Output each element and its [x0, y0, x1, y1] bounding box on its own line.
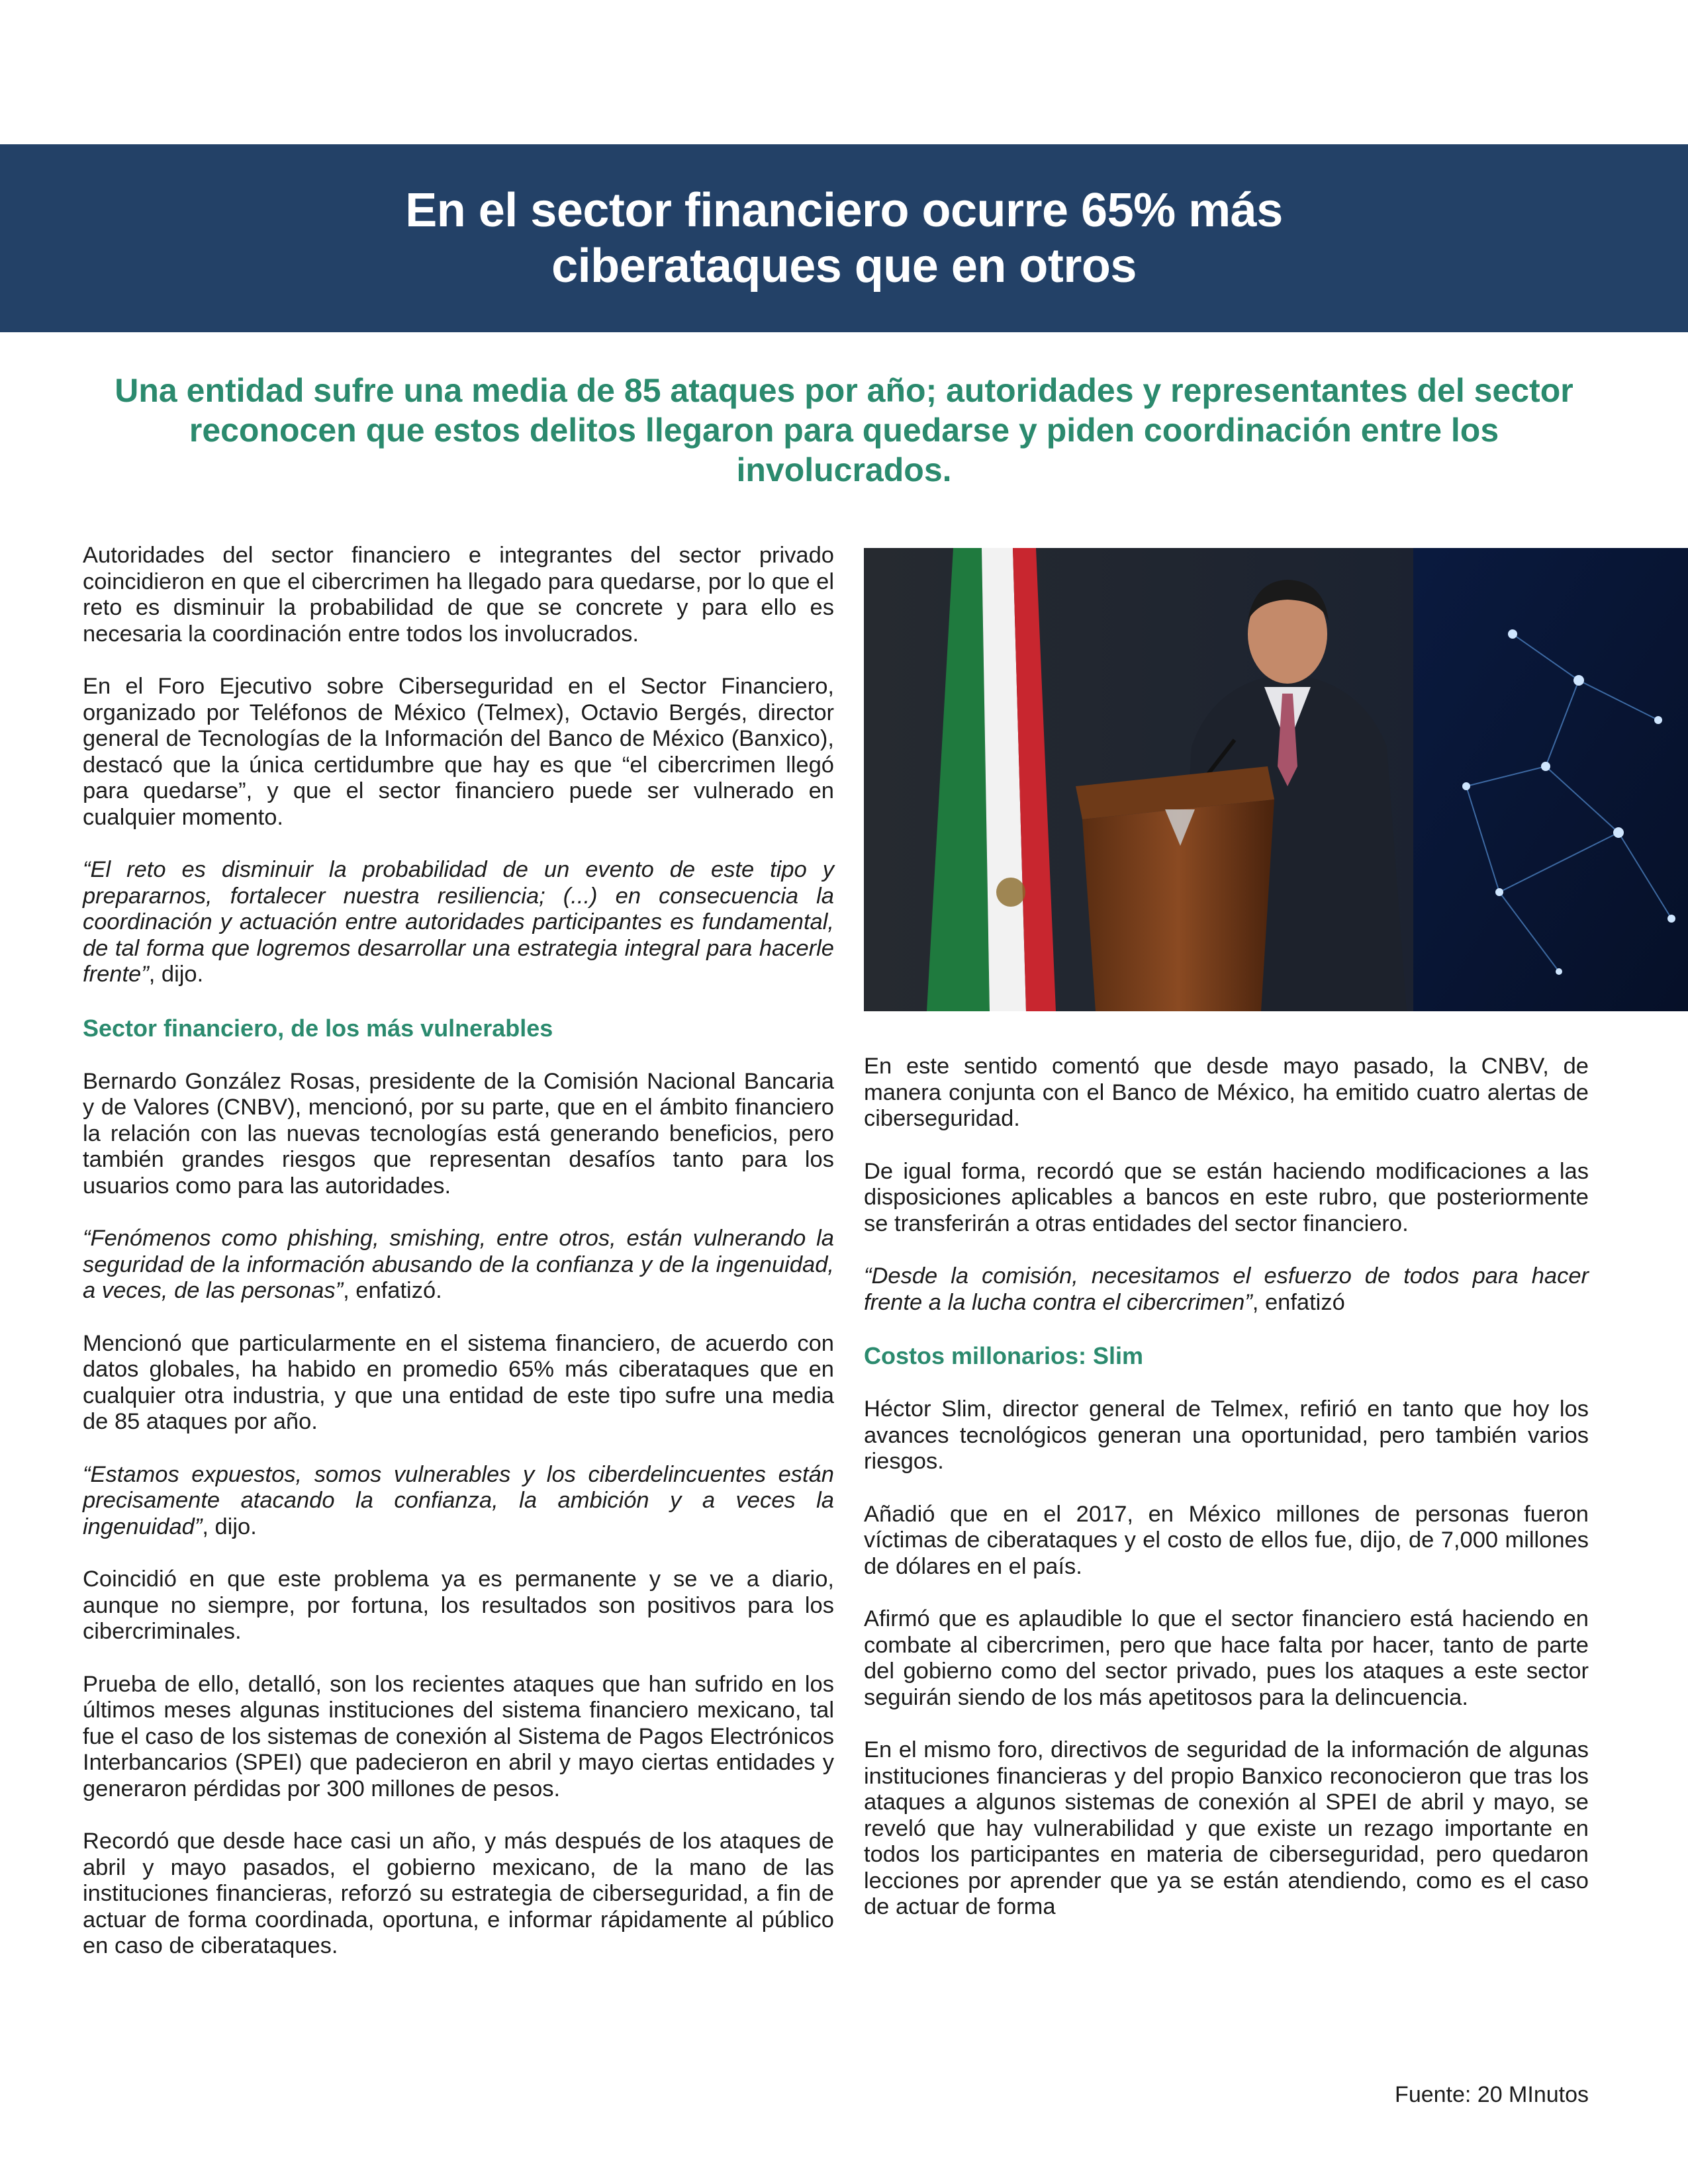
- quote-text: “Fenómenos como phishing, smishing, entre otros, están vulnerando la seguridad de la información abusando de la confianza y de la ingenuidad, a veces, de las personas”: [83, 1226, 834, 1303]
- paragraph: De igual forma, recordó que se están haciendo modificaciones a las disposiciones aplicables a bancos en este rubro, que posteriormente se transferirán a otras entidades del sector financiero.: [864, 1158, 1589, 1236]
- title-banner: [0, 144, 1688, 332]
- right-column: [864, 1054, 1589, 1947]
- article-subtitle: Una entidad sufre una media de 85 ataques por año; autoridades y representantes del sector reconocen que estos delitos llegaron para quedarse y piden coordinación entre los involucrados.: [115, 372, 1573, 488]
- paragraph: Afirmó que es aplaudible lo que el sector financiero está haciendo en combate al cibercrimen, pero que hace falta por hacer, tanto de parte del gobierno como del sector privado, pues los ataques a este sector seguirán siendo de los más apetitosos para la delincuencia.: [864, 1606, 1589, 1710]
- paragraph: Añadió que en el 2017, en México millones de personas fueron víctimas de ciberataques y el costo de ellos fue, dijo, de 7,000 millones de dólares en el país.: [864, 1501, 1589, 1579]
- quote-text: “El reto es disminuir la probabilidad de un evento de este tipo y prepararnos, fortalecer nuestra resiliencia; (...) en consecuencia la coordinación y actuación entre autoridades participantes es fundamental, de tal forma que logremos desarrollar una estrategia integral para hacerle frente”: [83, 857, 834, 987]
- source-credit: Fuente: 20 MInutos: [1395, 2082, 1589, 2107]
- article-title: En el sector financiero ocurre 65% más ciberataques que en otros: [405, 184, 1283, 293]
- paragraph: Autoridades del sector financiero e integrantes del sector privado coincidieron en que el cibercrimen ha llegado para quedarse, por lo que el reto es disminuir la probabilidad de que se concrete y para ello es necesaria la coordinación entre todos los involucrados.: [83, 543, 834, 647]
- paragraph: En el Foro Ejecutivo sobre Ciberseguridad en el Sector Financiero, organizado por Teléfonos de México (Telmex), Octavio Bergés, director general de Tecnologías de la Información del Banco de México (Banxico), destacó que la única certidumbre que hay es que “el cibercrimen llegó para quedarse”, y que el sector financiero puede ser vulnerado en cualquier momento.: [83, 674, 834, 830]
- paragraph: Coincidió en que este problema ya es permanente y se ve a diario, aunque no siempre, por fortuna, los resultados son positivos para los cibercriminales.: [83, 1567, 834, 1644]
- quote-text: “Desde la comisión, necesitamos el esfuerzo de todos para hacer frente a la lucha contra el cibercrimen”: [864, 1263, 1589, 1315]
- quote-paragraph: [83, 857, 834, 988]
- paragraph: Recordó que desde hace casi un año, y más después de los ataques de abril y mayo pasados, el gobierno mexicano, de la mano de las instituciones financieras, reforzó su estrategia de ciberseguridad, a fin de actuar de forma coordinada, oportuna, e informar rápidamente al público en caso de ciberataques.: [83, 1829, 834, 1958]
- paragraph: Mencionó que particularmente en el sistema financiero, de acuerdo con datos globales, ha habido en promedio 65% más ciberataques que en cualquier otra industria, y que una entidad de este tipo sufre una media de 85 ataques por año.: [83, 1330, 834, 1434]
- paragraph: En el mismo foro, directivos de seguridad de la información de algunas instituciones financieras y del propio Banxico reconocieron que tras los ataques a algunos sistemas de conexión al SPEI de abril y mayo, se reveló que hay vulnerabilidad y que existe un rezago importante en todos los participantes en materia de ciberseguridad, pero quedaron lecciones por aprender que ya se están atendiendo, como es el caso de actuar de forma: [864, 1737, 1589, 1919]
- quote-attribution: , enfatizó.: [343, 1278, 442, 1303]
- section-heading: Sector financiero, de los más vulnerables: [83, 1014, 553, 1042]
- quote-paragraph: [864, 1263, 1589, 1316]
- paragraph: En este sentido comentó que desde mayo pasado, la CNBV, de manera conjunta con el Banco de México, ha emitido cuatro alertas de ciberseguridad.: [864, 1054, 1589, 1131]
- quote-attribution: , dijo.: [202, 1514, 257, 1539]
- quote-paragraph: [83, 1226, 834, 1304]
- paragraph: Prueba de ello, detalló, son los recientes ataques que han sufrido en los últimos meses algunas instituciones del sistema financiero mexicano, tal fue el caso de los sistemas de conexión al Sistema de Pagos Electrónicos Interbancarios (SPEI) que padecieron en abril y mayo ciertas entidades y generaron pérdidas por 300 millones de pesos.: [83, 1671, 834, 1801]
- paragraph: Bernardo González Rosas, presidente de la Comisión Nacional Bancaria y de Valores (CNBV), mencionó, por su parte, que en el ámbito financiero la relación con las nuevas tecnologías está generando beneficios, pero también grandes riesgos que representan desafíos tanto para los usuarios como para las autoridades.: [83, 1068, 834, 1199]
- quote-paragraph: [83, 1462, 834, 1541]
- quote-text: “Estamos expuestos, somos vulnerables y los ciberdelincuentes están precisamente atacando la confianza, la ambición y a veces la ingenuidad”: [83, 1461, 834, 1539]
- left-column: [83, 543, 834, 1986]
- quote-attribution: , dijo.: [148, 962, 204, 987]
- paragraph: Héctor Slim, director general de Telmex, refirió en tanto que hoy los avances tecnológicos generan una oportunidad, pero también varios riesgos.: [864, 1396, 1589, 1474]
- speaker-photo: [864, 548, 1688, 1011]
- quote-attribution: , enfatizó: [1252, 1289, 1345, 1315]
- section-heading: Costos millonarios: Slim: [864, 1342, 1144, 1369]
